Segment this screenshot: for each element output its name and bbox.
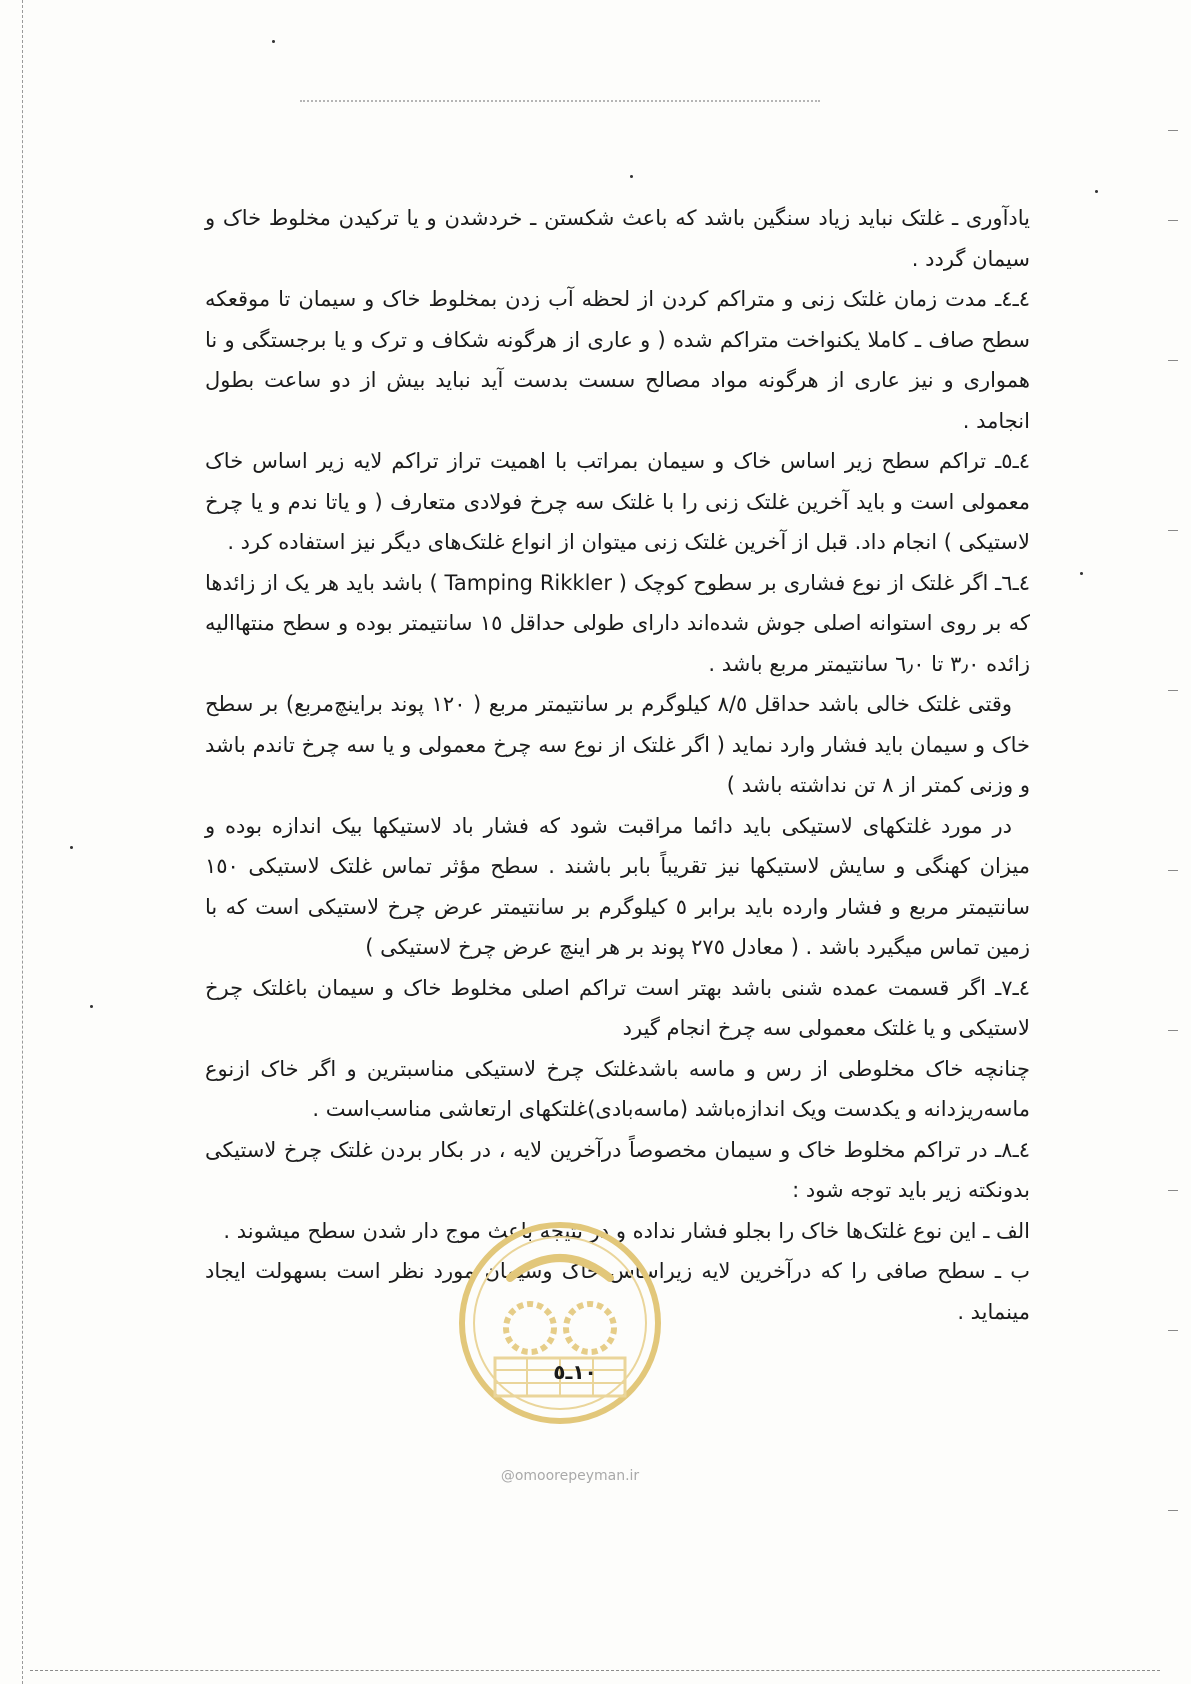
scan-top-noise — [300, 100, 820, 102]
scan-speck — [70, 846, 73, 849]
document-body — [205, 198, 1030, 1332]
paragraph-4-8: ٤ـ٨ـ در تراکم مخلوط خاک و سیمان مخصوصاً درآخرین لایه ، در بکار بردن غلتک چرخ لاستیکی بدونکته زیر باید توجه شود : — [205, 1137, 1030, 1202]
paragraph-item-be: ب ـ سطح صافی را که درآخرین لایه زیراساس خاک وسیمان مورد نظر است بسهولت ایجاد مینماید . — [205, 1259, 1030, 1324]
scan-speck — [1080, 572, 1083, 575]
paragraph-clay-sand: چنانچه خاک مخلوطی از رس و ماسه باشدغلتک چرخ لاستیکی مناسبترین و اگر خاک ازنوع ماسه‌ریزدانه و یکدست ویک اندازه‌باشد (ماسه‌بادی)غلتکهای ارتعاشی مناسب‌است . — [205, 1056, 1030, 1121]
paragraph-4-4: ٤ـ٤ـ مدت زمان غلتک زنی و متراکم کردن از لحظه آب زدن بمخلوط خاک و سیمان تا موقعکه سطح صاف ـ کاملا یکنواخت متراکم شده ( و عاری از هرگونه شکاف و ترک و یا برجستگی و نا همواری و نیز عاری از هرگونه مواد مصالح سست بدست آید نباید بیش از دو ساعت بطول انجامد . — [205, 287, 1030, 433]
scan-speck — [630, 175, 633, 178]
paragraph-4-5: ٤ـ٥ـ تراکم سطح زیر اساس خاک و سیمان بمراتب با اهمیت تراز تراکم لایه زیر اساس خاک معمولی است و باید آخرین غلتک زنی را با غلتک سه چرخ فولادی متعارف ( و یاتا ندم و یا چرخ لاستیکی ) انجام داد. قبل از آخرین غلتک زنی میتوان از انواع غلتک‌های دیگر نیز استفاده کرد . — [205, 449, 1030, 554]
paragraph-empty-roller: وقتی غلتک خالی باشد حداقل ٨/٥ کیلوگرم بر سانتیمتر مربع ( ١٢٠ پوند براینچ‌مربع) بر سطح خاک و سیمان باید فشار وارد نماید ( اگر غلتک از نوع سه چرخ معمولی و یا سه چرخ تاندم باشد و وزنی کمتر از ٨ تن نداشته باشد ) — [205, 692, 1030, 797]
scan-right-marks — [1170, 130, 1178, 1590]
scan-speck — [90, 1005, 93, 1008]
paragraph-4-6: ٤ـ٦ـ اگر غلتک از نوع فشاری بر سطوح کوچک ( Tamping Rikkler ) باشد باید هر یک از زائدها که بر روی استوانه اصلی جوش شده‌اند دارای طولی حداقل ١٥ سانتیمتر بوده و سطح منتهاالیه زائده ٣٫٠ تا ٦٫٠ سانتیمتر مربع باشد . — [205, 570, 1030, 676]
scan-speck — [1095, 190, 1098, 193]
scan-speck — [272, 40, 275, 43]
paragraph-item-alef: الف ـ این نوع غلتک‌ها خاک را بجلو فشار نداده و در نتیجه باعث موج دار شدن سطح میشوند . — [223, 1218, 1030, 1243]
paragraph-rubber-rollers: در مورد غلتکهای لاستیکی باید دائما مراقبت شود که فشار باد لاستیکها بیک اندازه بوده و میزان کهنگی و سایش لاستیکها نیز تقریباً بابر باشند . سطح مؤثر تماس غلتک لاستیکی ١٥٠ سانتیمتر مربع و فشار وارده باید برابر ٥ کیلوگرم بر سانتیمتر عرض چرخ لاستیکی است که با زمین تماس میگیرد باشد . ( معادل ٢٧٥ پوند بر هر اینچ عرض چرخ لاستیکی ) — [205, 813, 1030, 959]
paragraph-reminder: یادآوری ـ غلتک نباید زیاد سنگین باشد که باعث شکستن ـ خردشدن و یا ترکیدن مخلوط خاک و سیمان گردد . — [205, 206, 1030, 271]
stamp-logo — [455, 1218, 665, 1428]
page-number: ١٠ـ٥ — [553, 1360, 597, 1384]
scan-bottom-border — [30, 1670, 1160, 1671]
scan-left-border — [22, 0, 23, 1684]
watermark-text: @omoorepeyman.ir — [500, 1468, 640, 1484]
paragraph-4-7: ٤ـ٧ـ اگر قسمت عمده شنی باشد بهتر است تراکم اصلی مخلوط خاک و سیمان باغلتک چرخ لاستیکی و یا غلتک معمولی سه چرخ انجام گیرد — [205, 975, 1030, 1040]
